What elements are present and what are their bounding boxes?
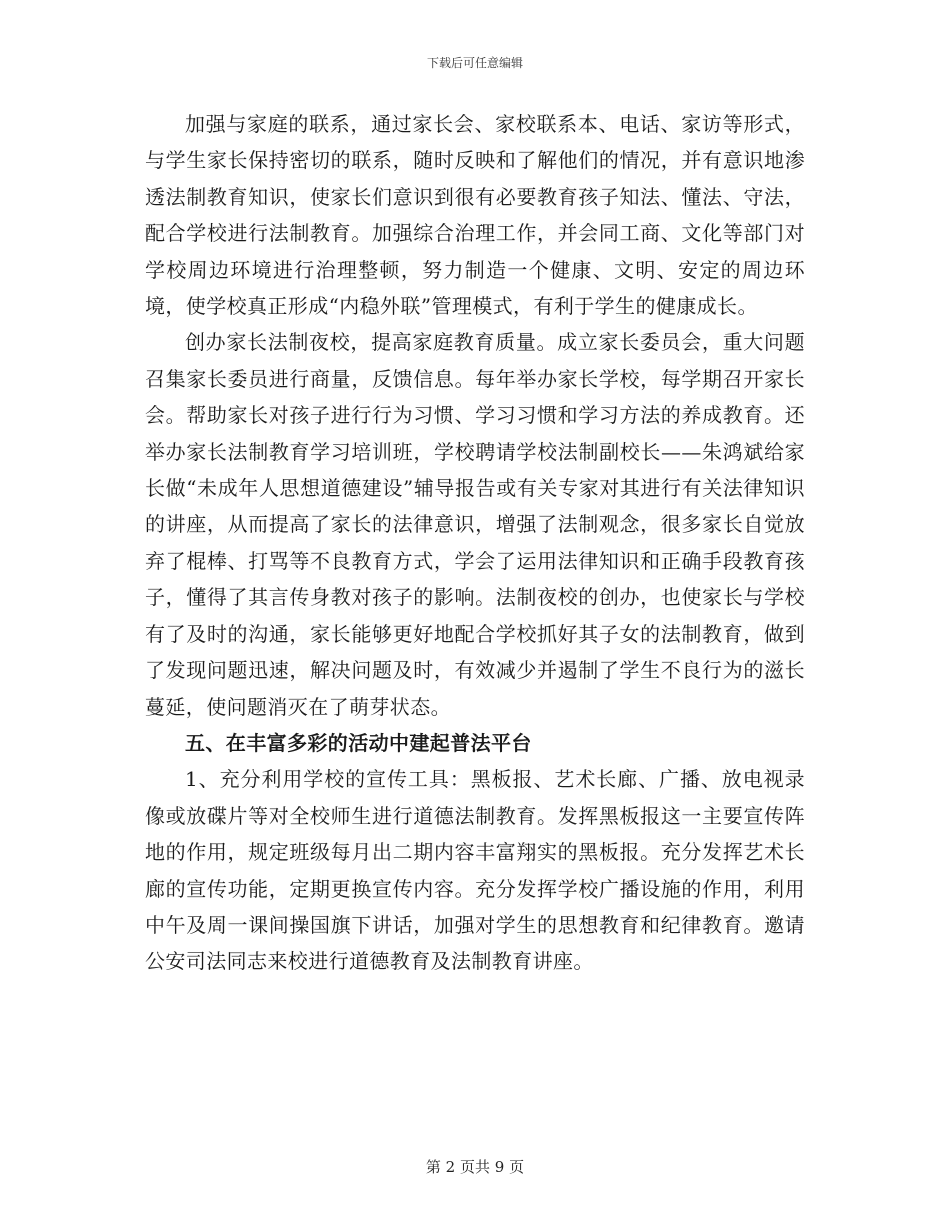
page-footer: 第 2 页共 9 页 [425,1158,525,1176]
body-paragraph: 创办家长法制夜校，提高家庭教育质量。成立家长委员会，重大问题召集家长委员进行商量，反馈信息。每年举办家长学校，每学期召开家长会。帮助家长对孩子进行行为习惯、学习习惯和学习方法的养成教育。还举办家长法制教育学习培训班，学校聘请学校法制副校长——朱鸿斌给家长做“未成年人思想道德建设”辅导报告或有关专家对其进行有关法律知识的讲座，从而提高了家长的法律意识，增强了法制观念，很多家长自觉放弃了棍棒、打骂等不良教育方式，学会了运用法律知识和正确手段教育孩子，懂得了其言传身教对孩子的影响。法制夜校的创办，也使家长与学校有了及时的沟通，家长能够更好地配合学校抓好其子女的法制教育，做到了发现问题迅速，解决问题及时，有效减少并遏制了学生不良行为的滋长蔓延，使问题消灭在了萌芽状态。 [145,330,805,719]
page-header: 下载后可任意编辑 [426,56,523,70]
body-paragraph: 加强与家庭的联系，通过家长会、家校联系本、电话、家访等形式，与学生家长保持密切的联系，随时反映和了解他们的情况，并有意识地渗透法制教育知识，使家长们意识到很有必要教育孩子知法、懂法、守法，配合学校进行法制教育。加强综合治理工作，并会同工商、文化等部门对学校周边环境进行治理整顿，努力制造一个健康、文明、安定的周边环境，使学校真正形成“内稳外联”管理模式，有利于学生的健康成长。 [145,112,805,319]
document-body [145,106,805,980]
body-paragraph: 1、充分利用学校的宣传工具：黑板报、艺术长廊、广播、放电视录像或放碟片等对全校师生进行道德法制教育。发挥黑板报这一主要宣传阵地的作用，规定班级每月出二期内容丰富翔实的黑板报。充分发挥艺术长廊的宣传功能，定期更换宣传内容。充分发挥学校广播设施的作用，利用中午及周一课间操国旗下讲话，加强对学生的思想教育和纪律教育。邀请公安司法同志来校进行道德教育及法制教育讲座。 [145,767,805,974]
section-heading: 五、在丰富多彩的活动中建起普法平台 [185,730,532,755]
